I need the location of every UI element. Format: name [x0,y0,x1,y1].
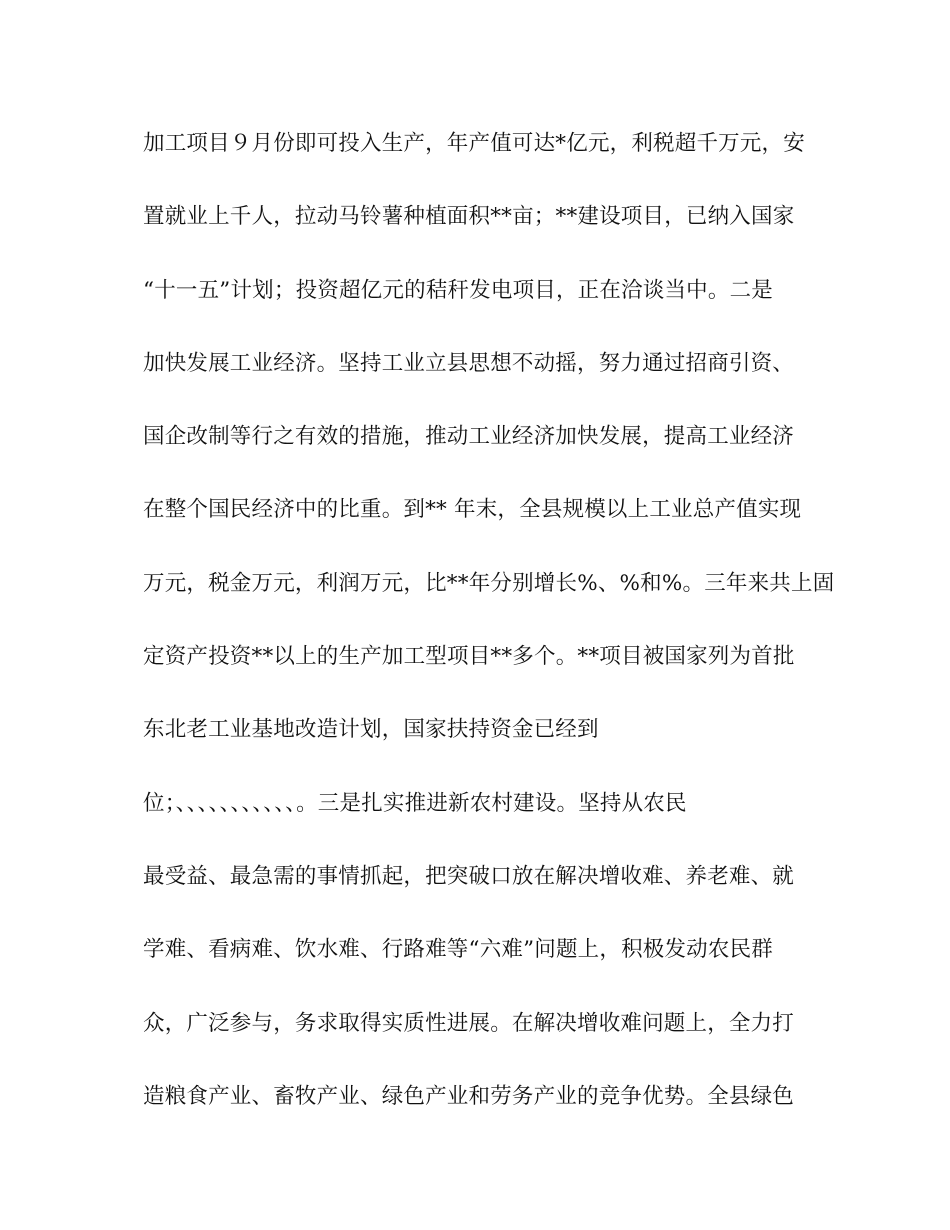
text-line: 万元，税金万元，利润万元，比**年分别增长%、%和%。三年来共上固 [143,570,835,596]
text-line: 造粮食产业、畜牧产业、绿色产业和劳务产业的竞争优势。全县绿色 [143,1083,795,1109]
text-line: 最受益、最急需的事情抓起，把突破口放在解决增收难、养老难、就 [143,863,795,889]
text-line: 加工项目９月份即可投入生产，年产值可达*亿元，利税超千万元，安 [143,131,805,156]
body-text [143,124,835,1150]
text-line: 位；、、、、、、、、、、、。三是扎实推进新农村建设。坚持从农民 [143,790,687,816]
text-line: 国企改制等行之有效的措施，推动工业经济加快发展，提高工业经济 [143,424,795,450]
text-line: 置就业上千人，拉动马铃薯种植面积**亩；**建设项目，已纳入国家 [143,204,795,230]
text-line: 加快发展工业经济。坚持工业立县思想不动摇，努力通过招商引资、 [143,350,795,376]
text-line: 定资产投资**以上的生产加工型项目**多个。**项目被国家列为首批 [143,644,795,670]
text-line: 东北老工业基地改造计划，国家扶持资金已经到 [143,717,599,743]
text-line: 在整个国民经济中的比重。到** 年末，全县规模以上工业总产值实现 [143,497,802,523]
text-line: 学难、看病难、饮水难、行路难等“六难”问题上，积极发动农民群 [143,937,773,963]
text-line: “十一五”计划；投资超亿元的秸秆发电项目，正在洽谈当中。二是 [143,277,773,303]
text-line: 众，广泛参与，务求取得实质性进展。在解决增收难问题上，全力打 [143,1010,795,1036]
